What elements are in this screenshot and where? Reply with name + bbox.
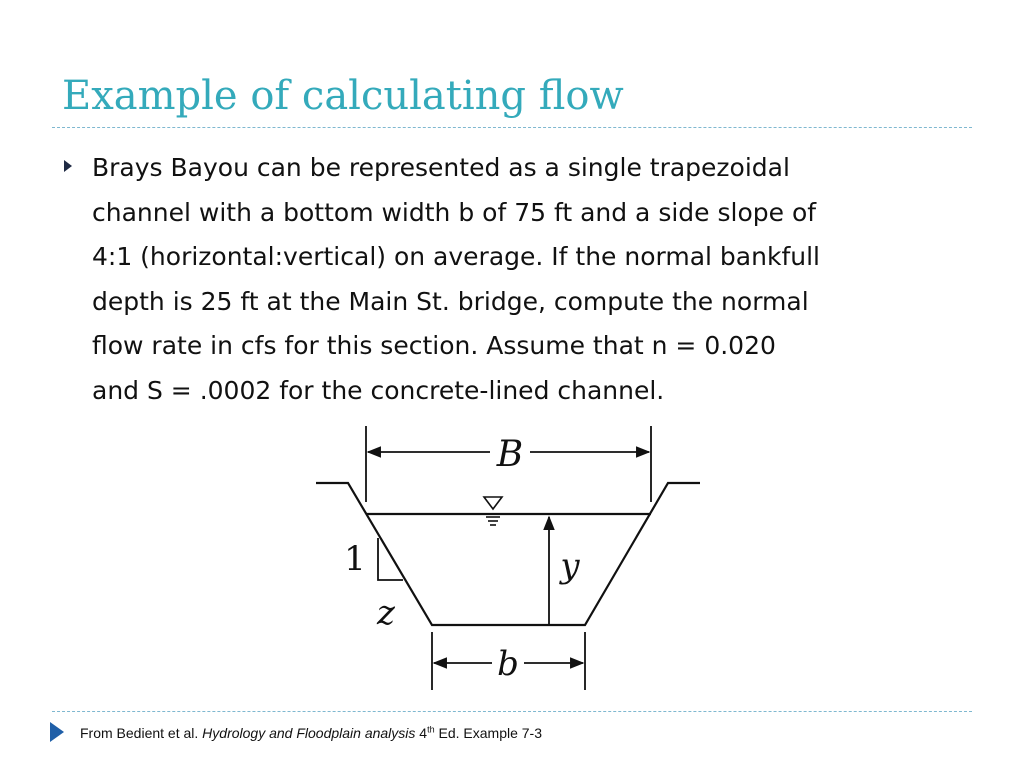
citation <box>80 724 542 742</box>
bullet-line: 4:1 (horizontal:vertical) on average. If the normal bankfull <box>92 242 820 271</box>
bullet-line: flow rate in cfs for this section. Assume that n = 0.020 <box>92 331 776 360</box>
width-B-label: B <box>496 434 524 475</box>
footer-divider <box>52 711 972 712</box>
channel-outline <box>316 483 700 625</box>
bullet-line: channel with a bottom width b of 75 ft and a side slope of <box>92 197 817 227</box>
trapezoidal-channel-diagram <box>300 420 720 700</box>
water-surface-symbol-icon <box>484 497 502 509</box>
bullet-line: and S = .0002 for the concrete-lined channel. <box>92 375 665 405</box>
problem-statement <box>92 146 972 413</box>
citation-book-title: Hydrology and Floodplain analysis <box>202 725 416 741</box>
slope-triangle <box>378 538 403 580</box>
title-divider <box>52 127 972 128</box>
bullet-arrow-icon <box>64 160 72 172</box>
citation-prefix: From Bedient et al. <box>80 725 203 741</box>
citation-example: Ed. Example 7-3 <box>434 725 542 741</box>
bullet-line: Brays Bayou can be represented as a single trapezoidal <box>92 153 790 182</box>
citation-edition: 4 <box>415 725 428 741</box>
slope-horizontal-label: z <box>377 593 395 633</box>
bullet-line: depth is 25 ft at the Main St. bridge, compute the normal <box>92 286 809 316</box>
footer-arrow-icon <box>50 722 64 742</box>
slope-vertical-label: 1 <box>344 539 366 579</box>
slide-title: Example of calculating flow <box>62 73 624 119</box>
width-b-label: b <box>497 644 519 684</box>
depth-y-label: y <box>560 546 580 586</box>
citation-edition-suffix: th <box>427 724 435 735</box>
